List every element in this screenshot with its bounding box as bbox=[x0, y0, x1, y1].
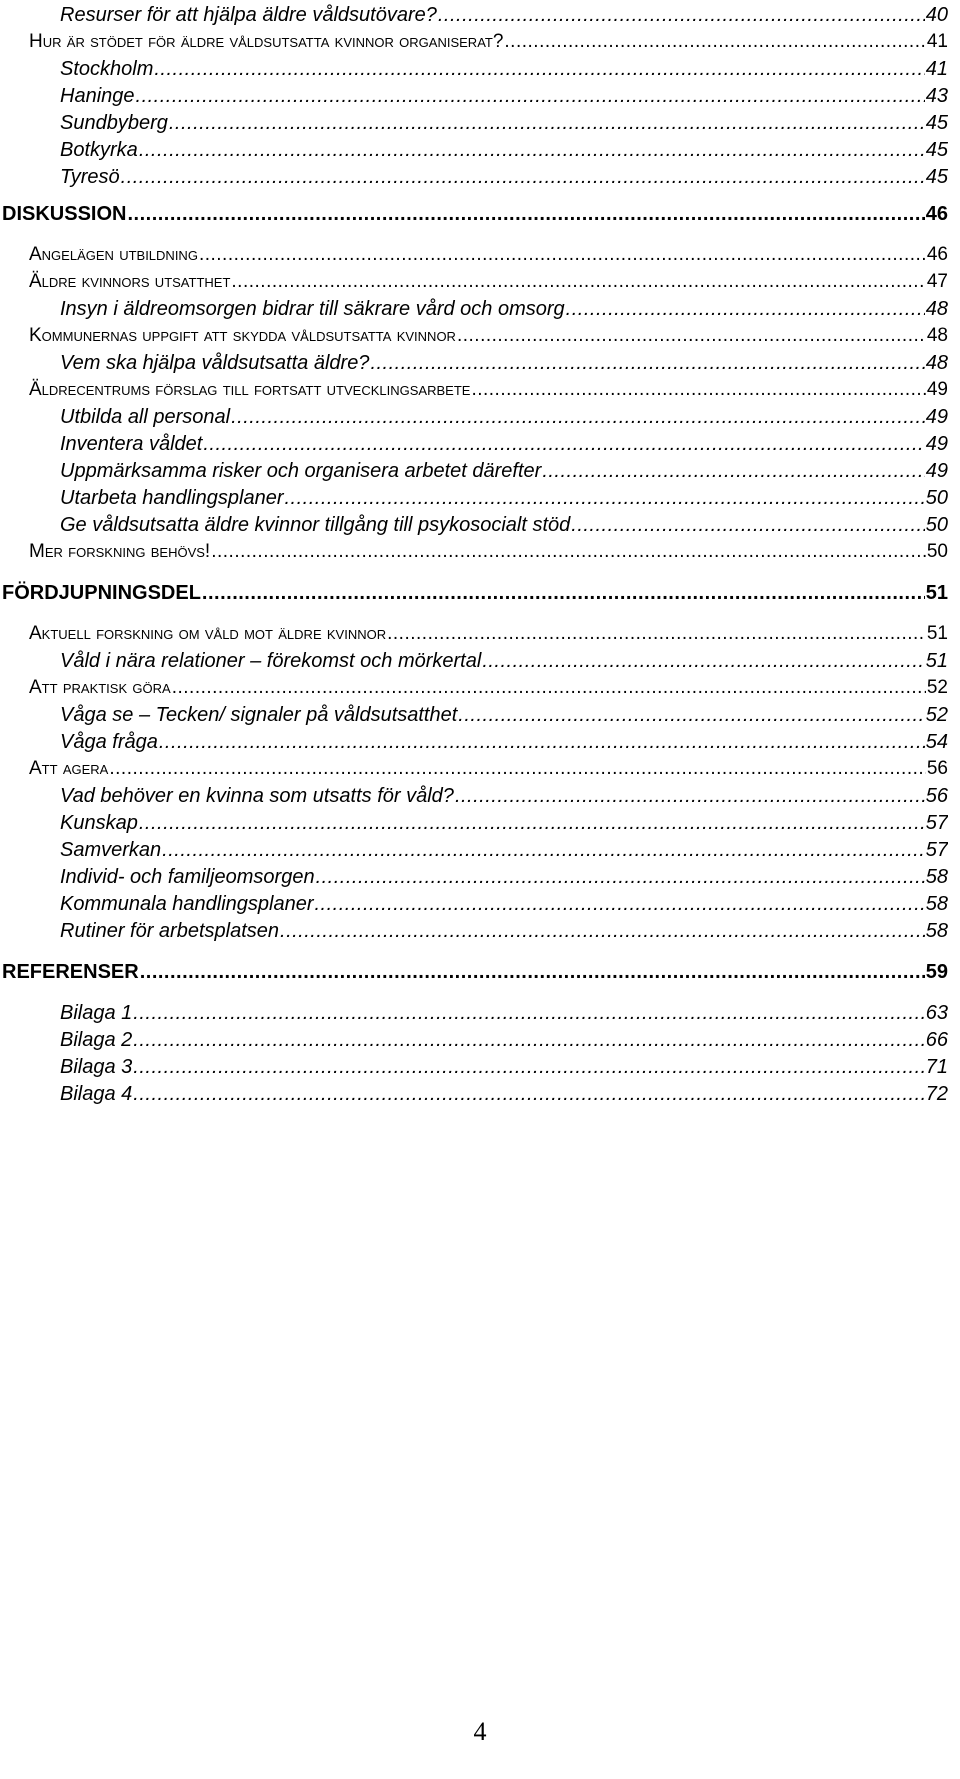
toc-dot-leader bbox=[471, 375, 925, 405]
toc-entry-title: Våga fråga bbox=[60, 731, 158, 753]
toc-entry-title: Bilaga 2 bbox=[60, 1029, 133, 1051]
toc-entry-page: 48 bbox=[925, 352, 948, 374]
toc-entry[interactable] bbox=[60, 646, 948, 676]
toc-entry-page: 71 bbox=[925, 1056, 948, 1078]
toc-entry-title: Kommunala handlingsplaner bbox=[60, 893, 314, 915]
toc-entry-title: Samverkan bbox=[60, 839, 162, 861]
toc-entry-title: DISKUSSION bbox=[2, 203, 127, 225]
toc-entry-title: Äldre kvinnors utsatthet bbox=[29, 271, 231, 292]
toc-entry-title: Bilaga 1 bbox=[60, 1002, 133, 1024]
toc-entry-page: 52 bbox=[926, 677, 948, 698]
toc-entry[interactable] bbox=[60, 1079, 948, 1109]
toc-entry-page: 48 bbox=[926, 325, 948, 346]
toc-entry[interactable] bbox=[29, 619, 948, 649]
toc-dot-leader bbox=[140, 957, 925, 987]
toc-dot-leader bbox=[133, 1079, 924, 1109]
toc-dot-leader bbox=[438, 0, 925, 30]
toc-entry-page: 45 bbox=[925, 139, 948, 161]
toc-entry-title: Rutiner för arbetsplatsen bbox=[60, 920, 280, 942]
toc-entry[interactable] bbox=[60, 808, 948, 838]
toc-entry[interactable] bbox=[60, 402, 948, 432]
toc-dot-leader bbox=[566, 294, 925, 324]
toc-entry-page: 50 bbox=[925, 487, 948, 509]
toc-entry-title: Våld i nära relationer – förekomst och mörkertal bbox=[60, 650, 482, 672]
toc-dot-leader bbox=[457, 321, 926, 351]
toc-dot-leader bbox=[504, 27, 925, 57]
toc-dot-leader bbox=[109, 754, 926, 784]
toc-dot-leader bbox=[199, 240, 926, 270]
toc-entry-page: 43 bbox=[925, 85, 948, 107]
toc-entry[interactable] bbox=[60, 456, 948, 486]
toc-dot-leader bbox=[133, 998, 924, 1028]
toc-entry-title: Uppmärksamma risker och organisera arbetet därefter bbox=[60, 460, 542, 482]
toc-entry-title: Bilaga 4 bbox=[60, 1083, 133, 1105]
toc-entry[interactable] bbox=[60, 781, 948, 811]
toc-entry[interactable] bbox=[29, 27, 948, 57]
toc-entry-title: Att agera bbox=[29, 758, 109, 779]
toc-entry[interactable] bbox=[29, 375, 948, 405]
toc-entry-page: 56 bbox=[925, 785, 948, 807]
toc-dot-leader bbox=[231, 402, 925, 432]
toc-entry[interactable] bbox=[2, 957, 948, 987]
toc-entry-title: REFERENSER bbox=[2, 961, 139, 983]
toc-entry-title: Mer forskning behövs! bbox=[29, 541, 211, 562]
toc-entry-title: Äldrecentrums förslag till fortsatt utvecklingsarbete bbox=[29, 379, 471, 400]
toc-entry[interactable] bbox=[60, 727, 948, 757]
toc-entry-title: Inventera våldet bbox=[60, 433, 203, 455]
toc-entry-title: Kunskap bbox=[60, 812, 138, 834]
toc-entry-page: 51 bbox=[925, 582, 948, 604]
toc-entry[interactable] bbox=[60, 889, 948, 919]
toc-entry-title: Kommunernas uppgift att skydda våldsutsatta kvinnor bbox=[29, 325, 456, 346]
toc-dot-leader bbox=[315, 889, 925, 919]
toc-entry-title: Resurser för att hjälpa äldre våldsutövare? bbox=[60, 4, 437, 26]
toc-entry-page: 58 bbox=[925, 866, 948, 888]
toc-dot-leader bbox=[316, 862, 925, 892]
toc-dot-leader bbox=[370, 348, 924, 378]
toc-entry[interactable] bbox=[2, 199, 948, 229]
toc-entry-page: 40 bbox=[925, 4, 948, 26]
toc-dot-leader bbox=[133, 1052, 924, 1082]
page-number: 4 bbox=[473, 1717, 487, 1746]
toc-entry-page: 57 bbox=[925, 839, 948, 861]
toc-entry[interactable] bbox=[60, 108, 948, 138]
toc-entry[interactable] bbox=[29, 754, 948, 784]
toc-entry-title: Insyn i äldreomsorgen bidrar till säkrare vård och omsorg bbox=[60, 298, 565, 320]
toc-entry[interactable] bbox=[29, 673, 948, 703]
toc-entry-page: 58 bbox=[925, 920, 948, 942]
toc-dot-leader bbox=[162, 835, 925, 865]
toc-entry-title: Individ- och familjeomsorgen bbox=[60, 866, 315, 888]
toc-entry[interactable] bbox=[60, 1025, 948, 1055]
toc-dot-leader bbox=[455, 781, 925, 811]
toc-entry-page: 72 bbox=[925, 1083, 948, 1105]
toc-entry-page: 45 bbox=[925, 112, 948, 134]
toc-entry-page: 58 bbox=[925, 893, 948, 915]
toc-entry-title: Botkyrka bbox=[60, 139, 138, 161]
toc-entry-page: 45 bbox=[925, 166, 948, 188]
toc-dot-leader bbox=[542, 456, 924, 486]
toc-dot-leader bbox=[280, 916, 925, 946]
toc-entry[interactable] bbox=[29, 240, 948, 270]
toc-entry[interactable] bbox=[29, 321, 948, 351]
toc-entry-page: 50 bbox=[925, 514, 948, 536]
toc-entry-page: 51 bbox=[926, 623, 948, 644]
toc-entry-page: 50 bbox=[926, 541, 948, 562]
toc-entry-page: 47 bbox=[926, 271, 948, 292]
toc-entry[interactable] bbox=[60, 429, 948, 459]
toc-entry-page: 51 bbox=[925, 650, 948, 672]
toc-entry[interactable] bbox=[2, 578, 948, 608]
toc-entry[interactable] bbox=[29, 537, 948, 567]
toc-dot-leader bbox=[139, 808, 925, 838]
toc-entry[interactable] bbox=[60, 862, 948, 892]
toc-dot-leader bbox=[571, 510, 924, 540]
toc-entry-title: Tyresö bbox=[60, 166, 120, 188]
toc-dot-leader bbox=[458, 700, 924, 730]
toc-dot-leader bbox=[136, 81, 925, 111]
toc-dot-leader bbox=[169, 108, 925, 138]
toc-entry-title: Våga se – Tecken/ signaler på våldsutsatthet bbox=[60, 704, 458, 726]
toc-entry[interactable] bbox=[60, 348, 948, 378]
toc-dot-leader bbox=[139, 135, 925, 165]
toc-entry-page: 46 bbox=[926, 244, 948, 265]
toc-entry-title: Ge våldsutsatta äldre kvinnor tillgång till psykosocialt stöd bbox=[60, 514, 571, 536]
toc-entry[interactable] bbox=[60, 81, 948, 111]
toc-entry-page: 66 bbox=[925, 1029, 948, 1051]
toc-dot-leader bbox=[172, 673, 926, 703]
toc-entry-title: Angelägen utbildning bbox=[29, 244, 198, 265]
toc-entry[interactable] bbox=[60, 483, 948, 513]
toc-entry-title: Att praktisk göra bbox=[29, 677, 171, 698]
toc-entry[interactable] bbox=[60, 0, 948, 30]
toc-entry-page: 48 bbox=[925, 298, 948, 320]
toc-entry[interactable] bbox=[29, 267, 948, 297]
toc-entry[interactable] bbox=[60, 162, 948, 192]
toc-entry-title: Aktuell forskning om våld mot äldre kvinnor bbox=[29, 623, 387, 644]
toc-entry-title: Haninge bbox=[60, 85, 135, 107]
toc-dot-leader bbox=[231, 267, 925, 297]
toc-dot-leader bbox=[482, 646, 924, 676]
toc-entry[interactable] bbox=[60, 835, 948, 865]
toc-entry-page: 59 bbox=[925, 961, 948, 983]
toc-entry-page: 63 bbox=[925, 1002, 948, 1024]
toc-entry-page: 49 bbox=[925, 406, 948, 428]
toc-dot-leader bbox=[154, 54, 924, 84]
toc-entry-title: FÖRDJUPNINGSDEL bbox=[2, 582, 201, 604]
toc-dot-leader bbox=[387, 619, 926, 649]
toc-entry[interactable] bbox=[60, 1052, 948, 1082]
toc-entry-title: Hur är stödet för äldre våldsutsatta kvinnor organiserat? bbox=[29, 31, 504, 52]
toc-entry-page: 49 bbox=[925, 460, 948, 482]
toc-dot-leader bbox=[211, 537, 926, 567]
toc-dot-leader bbox=[133, 1025, 924, 1055]
toc-dot-leader bbox=[121, 162, 925, 192]
toc-entry-page: 54 bbox=[925, 731, 948, 753]
toc-dot-leader bbox=[285, 483, 925, 513]
toc-entry-page: 57 bbox=[925, 812, 948, 834]
toc-entry-title: Bilaga 3 bbox=[60, 1056, 133, 1078]
toc-entry[interactable] bbox=[60, 135, 948, 165]
toc-dot-leader bbox=[202, 578, 925, 608]
toc-entry[interactable] bbox=[60, 916, 948, 946]
toc-entry-title: Stockholm bbox=[60, 58, 154, 80]
toc-entry-page: 46 bbox=[925, 203, 948, 225]
toc-dot-leader bbox=[203, 429, 924, 459]
toc-entry-title: Utarbeta handlingsplaner bbox=[60, 487, 284, 509]
toc-entry[interactable] bbox=[60, 54, 948, 84]
toc-entry-page: 41 bbox=[925, 58, 948, 80]
toc-entry[interactable] bbox=[60, 998, 948, 1028]
toc-entry-page: 56 bbox=[926, 758, 948, 779]
toc-entry-page: 41 bbox=[926, 31, 948, 52]
toc-entry[interactable] bbox=[60, 294, 948, 324]
toc-dot-leader bbox=[127, 199, 924, 229]
toc-entry-page: 49 bbox=[925, 433, 948, 455]
toc-entry-title: Sundbyberg bbox=[60, 112, 168, 134]
toc-entry-title: Vem ska hjälpa våldsutsatta äldre? bbox=[60, 352, 370, 374]
toc-entry-page: 52 bbox=[925, 704, 948, 726]
toc-entry[interactable] bbox=[60, 510, 948, 540]
toc-entry-title: Vad behöver en kvinna som utsatts för våld? bbox=[60, 785, 454, 807]
toc-entry[interactable] bbox=[60, 700, 948, 730]
toc-entry-page: 49 bbox=[926, 379, 948, 400]
toc-dot-leader bbox=[159, 727, 925, 757]
toc-entry-title: Utbilda all personal bbox=[60, 406, 231, 428]
